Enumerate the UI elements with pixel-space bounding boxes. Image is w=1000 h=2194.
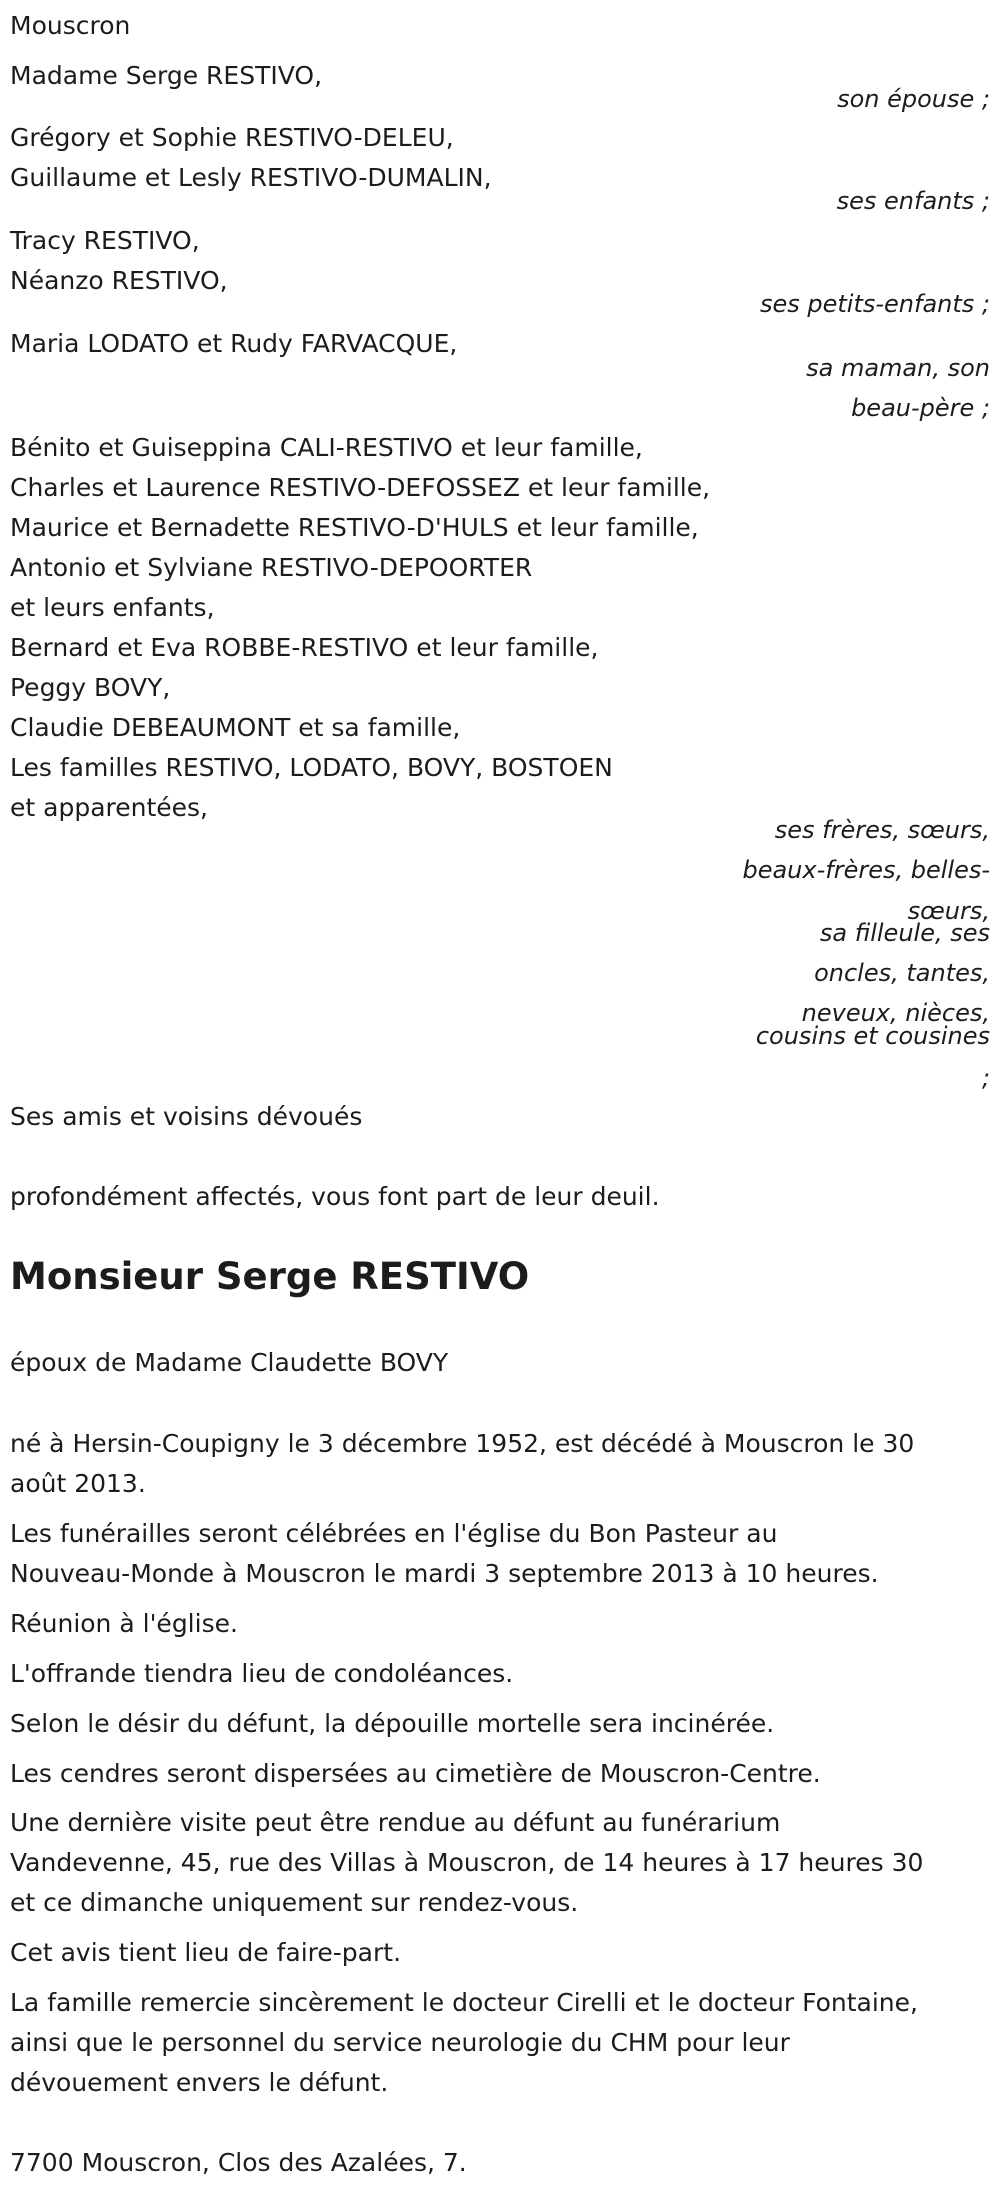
detail-line: Vandevenne, 45, rue des Villas à Mouscron, de 14 heures à 17 heures 30 bbox=[10, 1848, 924, 1877]
detail-line: L'offrande tiendra lieu de condoléances. bbox=[10, 1659, 514, 1688]
detail-line: Réunion à l'église. bbox=[10, 1609, 238, 1638]
relatives-line: et apparentées, bbox=[10, 793, 208, 822]
relatives-line: Claudie DEBEAUMONT et sa famille, bbox=[10, 713, 461, 742]
relatives-line: Maurice et Bernadette RESTIVO-D'HULS et leur famille, bbox=[10, 513, 699, 542]
relatives-relation: sa filleule, ses bbox=[819, 919, 990, 947]
mother-relation: sa maman, son bbox=[806, 354, 990, 382]
detail-line: ainsi que le personnel du service neurologie du CHM pour leur bbox=[10, 2028, 790, 2057]
address: 7700 Mouscron, Clos des Azalées, 7. bbox=[10, 2148, 467, 2177]
detail-line: Cet avis tient lieu de faire-part. bbox=[10, 1938, 402, 1967]
deceased-spouse: époux de Madame Claudette BOVY bbox=[10, 1348, 449, 1377]
relatives-line: Antonio et Sylviane RESTIVO-DEPOORTER bbox=[10, 553, 533, 582]
location: Mouscron bbox=[10, 11, 131, 40]
relatives-relation: beaux-frères, belles- bbox=[742, 856, 990, 884]
children-line: Grégory et Sophie RESTIVO-DELEU, bbox=[10, 123, 454, 152]
friends-line: Ses amis et voisins dévoués bbox=[10, 1102, 363, 1131]
detail-line: dévouement envers le défunt. bbox=[10, 2068, 389, 2097]
relatives-relation: sœurs, bbox=[907, 897, 990, 925]
detail-line: La famille remercie sincèrement le docteur Cirelli et le docteur Fontaine, bbox=[10, 1988, 918, 2017]
announcement-line: profondément affectés, vous font part de leur deuil. bbox=[10, 1182, 660, 1211]
detail-line: et ce dimanche uniquement sur rendez-vous. bbox=[10, 1888, 579, 1917]
relatives-line: Peggy BOVY, bbox=[10, 673, 171, 702]
detail-line: né à Hersin-Coupigny le 3 décembre 1952, est décédé à Mouscron le 30 bbox=[10, 1429, 915, 1458]
mother-relation: beau-père ; bbox=[851, 394, 990, 422]
grandchildren-relation: ses petits-enfants ; bbox=[759, 290, 990, 318]
relatives-relation: ; bbox=[981, 1064, 990, 1092]
mother-line: Maria LODATO et Rudy FARVACQUE, bbox=[10, 329, 458, 358]
children-line: Guillaume et Lesly RESTIVO-DUMALIN, bbox=[10, 163, 492, 192]
detail-line: Les cendres seront dispersées au cimetière de Mouscron-Centre. bbox=[10, 1759, 821, 1788]
relatives-line: Bernard et Eva ROBBE-RESTIVO et leur famille, bbox=[10, 633, 599, 662]
relatives-line: Charles et Laurence RESTIVO-DEFOSSEZ et leur famille, bbox=[10, 473, 711, 502]
relatives-relation: ses frères, sœurs, bbox=[774, 816, 990, 844]
detail-line: Selon le désir du défunt, la dépouille mortelle sera incinérée. bbox=[10, 1709, 775, 1738]
grandchildren-line: Tracy RESTIVO, bbox=[10, 226, 200, 255]
deceased-name: Monsieur Serge RESTIVO bbox=[10, 1255, 530, 1298]
spouse-name: Madame Serge RESTIVO, bbox=[10, 61, 323, 90]
children-relation: ses enfants ; bbox=[836, 187, 990, 215]
spouse-relation: son épouse ; bbox=[837, 85, 990, 113]
grandchildren-line: Néanzo RESTIVO, bbox=[10, 266, 228, 295]
relatives-relation: cousins et cousines bbox=[755, 1022, 990, 1050]
detail-line: août 2013. bbox=[10, 1469, 146, 1498]
detail-line: Nouveau-Monde à Mouscron le mardi 3 septembre 2013 à 10 heures. bbox=[10, 1559, 879, 1588]
relatives-relation: oncles, tantes, bbox=[814, 959, 990, 987]
relatives-relation: neveux, nièces, bbox=[801, 999, 990, 1027]
relatives-line: et leurs enfants, bbox=[10, 593, 215, 622]
relatives-line: Bénito et Guiseppina CALI-RESTIVO et leur famille, bbox=[10, 433, 643, 462]
detail-line: Les funérailles seront célébrées en l'église du Bon Pasteur au bbox=[10, 1519, 778, 1548]
relatives-line: Les familles RESTIVO, LODATO, BOVY, BOSTOEN bbox=[10, 753, 613, 782]
detail-line: Une dernière visite peut être rendue au défunt au funérarium bbox=[10, 1808, 781, 1837]
